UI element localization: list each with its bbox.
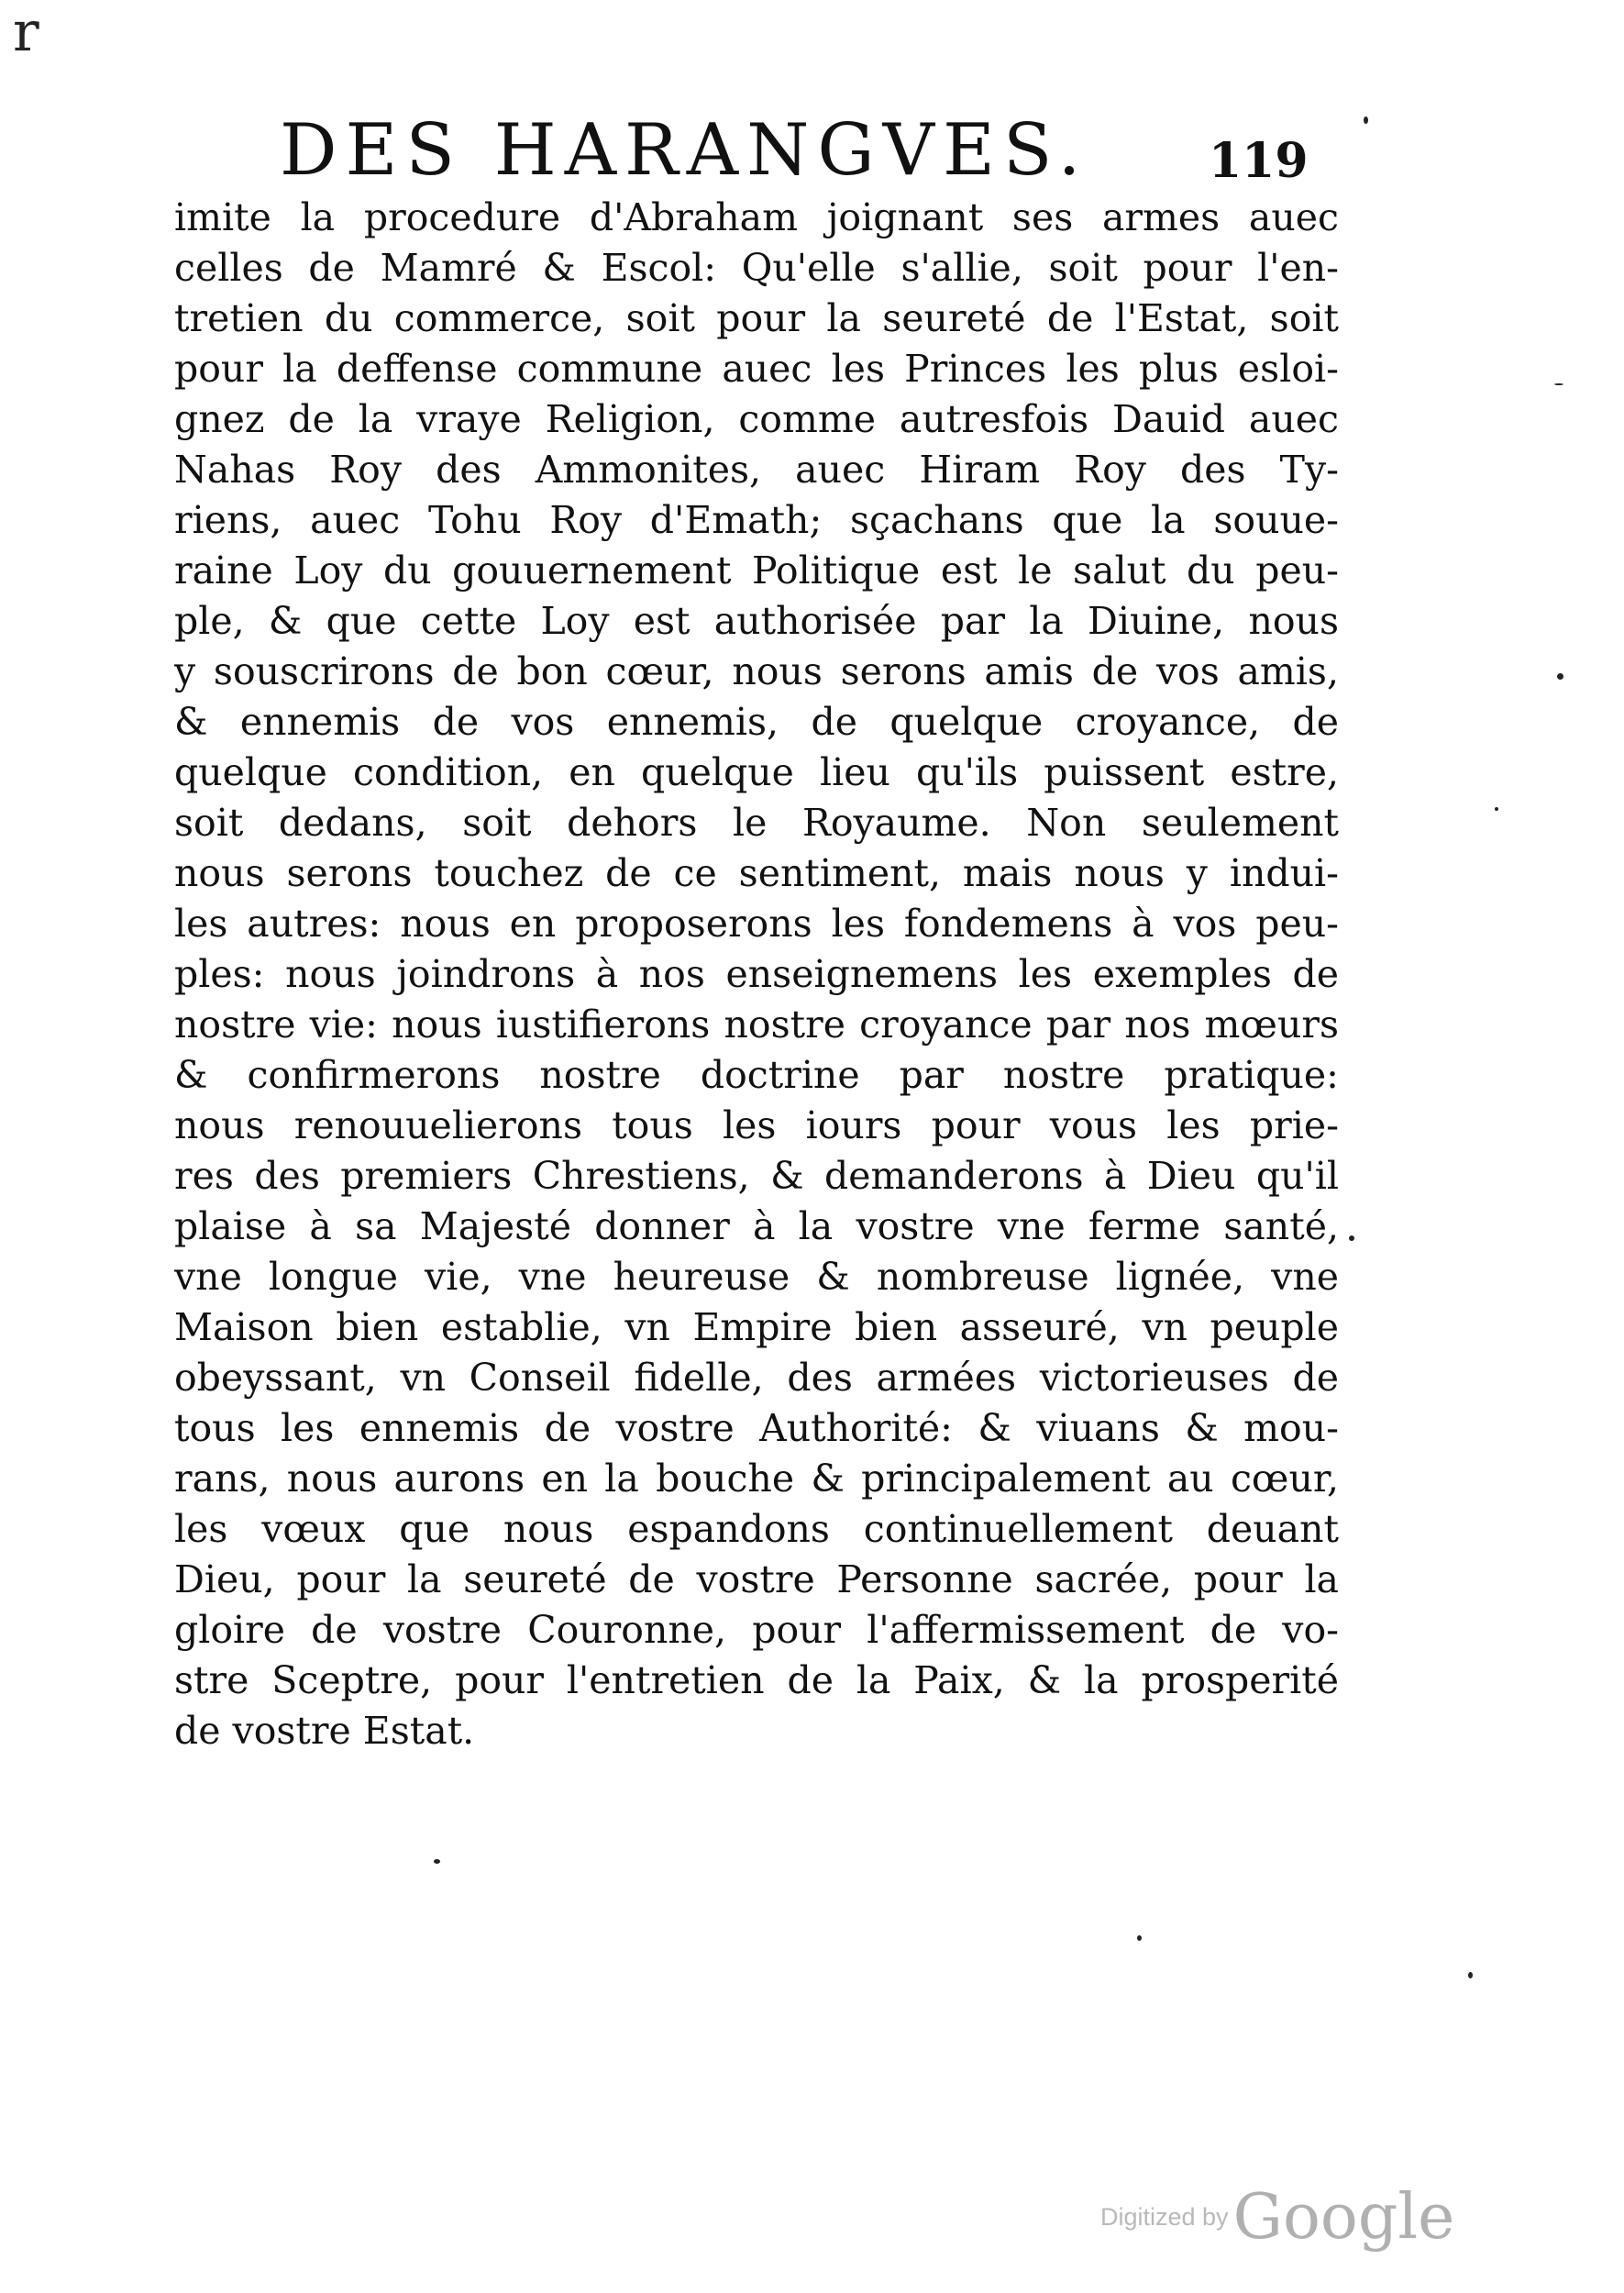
text-line: rans, nous aurons en la bouche & principalement au cœur, xyxy=(174,1457,1339,1501)
text-line: soit dedans, soit dehors le Royaume. Non seulement xyxy=(174,801,1339,845)
scan-speck xyxy=(1137,1935,1142,1941)
scan-speck xyxy=(1349,1235,1354,1241)
scan-speck xyxy=(1557,673,1563,680)
text-line-final: de vostre Estat. xyxy=(174,1709,475,1753)
digitized-by-label: Digitized by xyxy=(1100,2203,1229,2231)
text-line: tretien du commerce, soit pour la seureté de l'Estat, soit xyxy=(174,296,1339,340)
text-line: & confirmerons nostre doctrine par nostre pratique: xyxy=(174,1053,1339,1097)
text-line: gnez de la vraye Religion, comme autresfois Dauid auec xyxy=(174,397,1339,441)
text-line: ples: nous joindrons à nos enseignemens les exemples de xyxy=(174,952,1339,996)
text-line: & ennemis de vos ennemis, de quelque croyance, de xyxy=(174,700,1339,744)
text-line: ple, & que cette Loy est authorisée par la Diuine, nous xyxy=(174,599,1339,643)
text-line: y souscrirons de bon cœur, nous serons amis de vos amis, xyxy=(174,649,1339,693)
digitization-watermark xyxy=(1100,2181,1454,2254)
running-head: DES HARANGVES. xyxy=(280,109,1089,192)
text-line: nous serons touchez de ce sentiment, mais nous y indui- xyxy=(174,851,1339,895)
text-line: Maison bien establie, vn Empire bien asseuré, vn peuple xyxy=(174,1305,1339,1349)
scan-speck xyxy=(1554,383,1563,385)
text-line: les autres: nous en proposerons les fondemens à vos peu- xyxy=(174,902,1339,946)
text-line: tous les ennemis de vostre Authorité: & viuans & mou- xyxy=(174,1406,1339,1450)
text-line: nous renouuelierons tous les iours pour vous les prie- xyxy=(174,1103,1339,1147)
scan-speck xyxy=(1364,116,1368,124)
text-line: Dieu, pour la seureté de vostre Personne sacrée, pour la xyxy=(174,1557,1339,1601)
page-number: 119 xyxy=(1209,133,1309,189)
text-line: riens, auec Tohu Roy d'Emath; sçachans que la souue- xyxy=(174,498,1339,542)
text-line: pour la deffense commune auec les Princes les plus esloi- xyxy=(174,347,1339,391)
google-logo: Google xyxy=(1232,2181,1455,2254)
text-line: les vœux que nous espandons continuellement deuant xyxy=(174,1507,1339,1551)
text-line: res des premiers Chrestiens, & demanderons à Dieu qu'il xyxy=(174,1154,1339,1198)
corner-mark: r xyxy=(13,0,39,64)
text-line: obeyssant, vn Conseil fidelle, des armées victorieuses de xyxy=(174,1356,1339,1400)
scan-speck xyxy=(434,1859,440,1864)
body-text xyxy=(174,193,1339,1756)
text-line: Nahas Roy des Ammonites, auec Hiram Roy des Ty- xyxy=(174,448,1339,492)
scan-speck xyxy=(1468,1972,1473,1978)
text-line: imite la procedure d'Abraham joignant ses armes auec xyxy=(174,195,1339,239)
text-line: stre Sceptre, pour l'entretien de la Paix, & la prosperité xyxy=(174,1658,1339,1702)
text-line: vne longue vie, vne heureuse & nombreuse lignée, vne xyxy=(174,1255,1339,1299)
text-line: quelque condition, en quelque lieu qu'ils puissent estre, xyxy=(174,750,1339,794)
text-line: celles de Mamré & Escol: Qu'elle s'allie, soit pour l'en- xyxy=(174,246,1339,290)
text-line: nostre vie: nous iustifierons nostre croyance par nos mœurs xyxy=(174,1002,1339,1047)
text-line: gloire de vostre Couronne, pour l'affermissement de vo- xyxy=(174,1608,1339,1652)
text-line: plaise à sa Majesté donner à la vostre vne ferme santé, xyxy=(174,1204,1339,1248)
scan-speck xyxy=(1495,807,1498,811)
text-line: raine Loy du gouuernement Politique est le salut du peu- xyxy=(174,548,1339,593)
